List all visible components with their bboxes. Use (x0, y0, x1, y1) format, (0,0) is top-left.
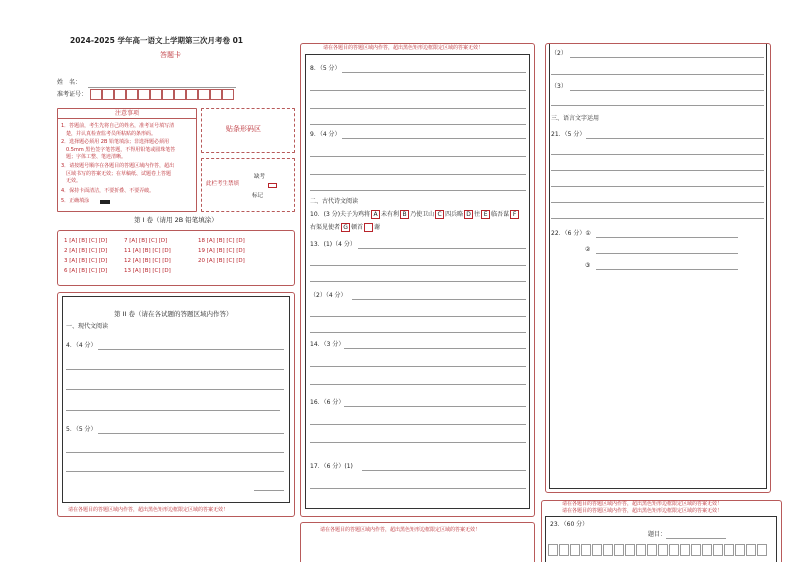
answer-line[interactable] (66, 471, 284, 472)
essay-grid-cell[interactable] (658, 544, 668, 556)
answer-line[interactable] (98, 433, 284, 434)
q10-option-box[interactable]: A (371, 210, 380, 219)
essay-title-label: 题目： (648, 531, 667, 538)
boundary-warning: 请在各题目的答题区域内作答，超出黑色矩形边框限定区域的答案无效！ (562, 508, 723, 514)
notice-box (57, 108, 197, 212)
notice-title-bar (58, 109, 196, 119)
answer-line[interactable] (596, 253, 738, 254)
boundary-warning: 请在各题目的答题区域内作答，超出黑色矩形边框限定区域的答案无效！ (562, 501, 723, 507)
exam-id-boxes[interactable] (90, 89, 238, 102)
col3-inner (549, 44, 767, 489)
col2-box (300, 43, 535, 517)
q13-1-label: 13．(1)（4 分） (310, 241, 356, 248)
answer-line[interactable] (254, 490, 284, 491)
notice-line: 题；字体工整、笔迹清晰。 (61, 154, 127, 160)
essay-grid-cell[interactable] (647, 544, 657, 556)
answer-line[interactable] (310, 108, 526, 109)
answer-line[interactable] (310, 265, 526, 266)
answer-line[interactable] (66, 452, 284, 453)
section-modern-reading: 一、现代文阅读 (66, 323, 109, 330)
barcode-area (201, 108, 295, 153)
id-digit-box[interactable] (198, 89, 210, 100)
q10-option-box[interactable]: B (400, 210, 409, 219)
answer-line[interactable] (310, 316, 526, 317)
choice-box (57, 230, 295, 286)
answer-line[interactable] (596, 237, 738, 238)
essay-grid-cell[interactable] (614, 544, 624, 556)
absent-checkbox[interactable] (268, 183, 277, 188)
choice-row[interactable]: 18 [A] [B] [C] [D] (198, 238, 245, 244)
answer-line[interactable] (310, 332, 526, 333)
id-digit-box[interactable] (162, 89, 174, 100)
essay-grid-cell[interactable] (713, 544, 723, 556)
answer-line[interactable] (310, 90, 526, 91)
barcode-label: 贴条形码区 (226, 125, 261, 133)
q17-label: 17．（6 分）(1) (310, 463, 353, 470)
absent-label: 缺考 (254, 174, 266, 180)
q10-option-box[interactable] (364, 223, 373, 232)
absent-mark-area (201, 158, 295, 212)
notice-line: 无效。 (61, 178, 82, 184)
boundary-warning: 请在各题目的答题区域内作答，超出黑色矩形边框限定区域的答案无效！ (320, 527, 481, 533)
answer-line[interactable] (310, 442, 526, 443)
notice-line: 楚，并认真检查监考员所粘贴的条形码。 (61, 130, 157, 137)
answer-line[interactable] (551, 170, 764, 171)
answer-line[interactable] (358, 248, 526, 249)
q5-label: 5．（5 分） (66, 426, 97, 433)
q10-text: 乃使卫山 (410, 211, 435, 218)
q10-text: 四兵略 (445, 211, 464, 218)
essay-grid-cell[interactable] (636, 544, 646, 556)
essay-grid-cell[interactable] (581, 544, 591, 556)
q21-label: 21．（5 分） (551, 131, 586, 138)
answer-line[interactable] (570, 57, 764, 58)
answer-line[interactable] (551, 74, 764, 75)
q10-text: 未有利 (381, 211, 400, 218)
essay-grid-cell[interactable] (669, 544, 679, 556)
q22-3-label: ③ (585, 262, 591, 269)
answer-line[interactable] (551, 186, 764, 187)
name-label: 姓 名： (57, 79, 82, 86)
answer-line[interactable] (352, 299, 526, 300)
essay-grid-cell[interactable] (603, 544, 613, 556)
answer-line[interactable] (310, 156, 526, 157)
section-classical: 二、古代诗文阅读 (310, 198, 359, 205)
essay-grid-cell[interactable] (548, 544, 558, 556)
answer-line[interactable] (66, 369, 284, 370)
id-digit-box[interactable] (114, 89, 126, 100)
choice-row[interactable]: 11 [A] [B] [C] [D] (124, 248, 171, 254)
essay-grid-cell[interactable] (680, 544, 690, 556)
answer-line[interactable] (310, 124, 526, 125)
answer-line[interactable] (342, 72, 526, 73)
q10-option-box[interactable]: F (510, 210, 519, 219)
answer-line[interactable] (362, 470, 526, 471)
essay-grid[interactable] (548, 544, 772, 558)
answer-sheet-label: 答题卡 (160, 51, 181, 59)
q20-3-label: （3） (551, 83, 567, 90)
id-digit-box[interactable] (210, 89, 222, 100)
absent-mark-label: 标记 (252, 193, 264, 199)
name-line[interactable] (88, 87, 236, 88)
id-digit-box[interactable] (90, 89, 102, 100)
notice-line: 1．答题前，考生先将自己的姓名，准考证号填写清 (61, 123, 175, 129)
q10-option-box[interactable]: E (481, 210, 490, 219)
essay-grid-cell[interactable] (625, 544, 635, 556)
notice-line: 3．请按题号顺序在各题目的答题区域内作答，超出 (61, 163, 175, 169)
answer-line[interactable] (66, 410, 280, 411)
q9-label: 9．（4 分） (310, 131, 341, 138)
id-digit-box[interactable] (138, 89, 150, 100)
essay-grid-cell[interactable] (735, 544, 745, 556)
exam-id-label: 准考证号： (57, 91, 88, 98)
q10-row-2 (310, 223, 380, 233)
notice-line: 区域书写的答案无效；在草稿纸、试题卷上答题 (61, 170, 172, 177)
answer-line[interactable] (310, 488, 526, 489)
choice-row[interactable]: 6 [A] [B] [C] [D] (64, 268, 108, 274)
id-digit-box[interactable] (222, 89, 234, 100)
answer-line[interactable] (551, 154, 764, 155)
q10-option-box[interactable]: C (435, 210, 444, 219)
q4-label: 4．（4 分） (66, 342, 97, 349)
q10-text: 谢 (374, 224, 381, 231)
notice-line: 5．正确填涂 (61, 198, 90, 204)
q23-label: 23．（60 分） (550, 521, 589, 528)
part2-title: 第 II 卷（请在各试题的答题区域内作答） (114, 310, 233, 318)
answer-line[interactable] (344, 348, 526, 349)
answer-line[interactable] (596, 269, 738, 270)
q10-text: 右渠见使者 (310, 224, 341, 231)
answer-line[interactable] (570, 90, 764, 91)
essay-grid-cell[interactable] (559, 544, 569, 556)
q22-2-label: ② (585, 246, 591, 253)
essay-grid-cell[interactable] (724, 544, 734, 556)
part1-title: 第 I 卷（请用 2B 铅笔填涂） (134, 216, 218, 224)
answer-line[interactable] (310, 384, 526, 385)
choice-row[interactable]: 20 [A] [B] [C] [D] (198, 258, 245, 264)
q16-label: 16．（6 分） (310, 399, 345, 406)
essay-grid-cell[interactable] (570, 544, 580, 556)
q22-label: 22．（6 分）① (551, 230, 591, 237)
choice-row[interactable]: 1 [A] [B] [C] [D] (64, 238, 108, 244)
essay-grid-cell[interactable] (592, 544, 602, 556)
choice-row[interactable]: 13 [A] [B] [C] [D] (124, 268, 171, 274)
choice-row[interactable]: 2 [A] [B] [C] [D] (64, 248, 108, 254)
answer-line[interactable] (98, 349, 284, 350)
choice-row[interactable]: 7 [A] [B] [C] [D] (124, 238, 168, 244)
answer-line[interactable] (310, 366, 526, 367)
answer-line[interactable] (551, 202, 764, 203)
answer-line[interactable] (310, 190, 526, 191)
q8-label: 8．（5 分） (310, 65, 341, 72)
q14-label: 14．（3 分） (310, 341, 345, 348)
essay-grid-cell[interactable] (746, 544, 756, 556)
q10-row (310, 210, 520, 220)
q13-2-label: （2）（4 分） (310, 292, 347, 299)
col3-box (545, 43, 771, 493)
answer-line[interactable] (310, 174, 526, 175)
essay-grid-cell[interactable] (691, 544, 701, 556)
exam-title: 2024-2025 学年高一语文上学期第三次月考卷 01 (70, 36, 244, 45)
essay-title-line[interactable] (666, 538, 726, 539)
essay-grid-cell[interactable] (757, 544, 767, 556)
id-digit-box[interactable] (126, 89, 138, 100)
notice-line: 4．保持卡面清洁，不要折叠、不要弄破。 (61, 188, 155, 194)
filled-mark-sample (100, 200, 110, 204)
q10-text: 往 (474, 211, 481, 218)
boundary-warning: 请在各题目的答题区域内作答，超出黑色矩形边框限定区域的答案无效！ (323, 45, 484, 51)
answer-line[interactable] (342, 138, 526, 139)
id-digit-box[interactable] (150, 89, 162, 100)
q10-option-box[interactable]: G (341, 223, 350, 232)
q10-text: 顿首 (351, 224, 364, 231)
answer-line[interactable] (551, 218, 764, 219)
section-language: 三、语言文字运用 (551, 115, 600, 122)
answer-line[interactable] (310, 281, 526, 282)
essay-grid-cell[interactable] (702, 544, 712, 556)
answer-line[interactable] (310, 424, 526, 425)
notice-title: 注意事项 (114, 110, 139, 117)
notice-line: 0.5mm 黑色签字笔答题，不得用铅笔或圆珠笔答 (61, 146, 176, 153)
absent-restricted-label: 此栏考生禁填 (206, 181, 240, 187)
q20-2-label: （2） (551, 50, 567, 57)
notice-line: 2．选择题必须用 2B 铅笔填涂；非选择题必须用 (61, 139, 169, 145)
answer-line[interactable] (66, 389, 284, 390)
q10-prefix: 10．(3 分)夫子为鸡将 (310, 211, 371, 218)
answer-line[interactable] (586, 138, 764, 139)
boundary-warning: 请在各题目的答题区域内作答，超出黑色矩形边框限定区域的答案无效！ (68, 507, 229, 513)
choice-row[interactable]: 12 [A] [B] [C] [D] (124, 258, 171, 264)
answer-line[interactable] (551, 105, 764, 106)
q10-text: 临吾谋 (491, 211, 510, 218)
choice-row[interactable]: 19 [A] [B] [C] [D] (198, 248, 245, 254)
answer-line[interactable] (344, 406, 526, 407)
id-digit-box[interactable] (186, 89, 198, 100)
id-digit-box[interactable] (102, 89, 114, 100)
choice-row[interactable]: 3 [A] [B] [C] [D] (64, 258, 108, 264)
q10-option-box[interactable]: D (464, 210, 473, 219)
id-digit-box[interactable] (174, 89, 186, 100)
